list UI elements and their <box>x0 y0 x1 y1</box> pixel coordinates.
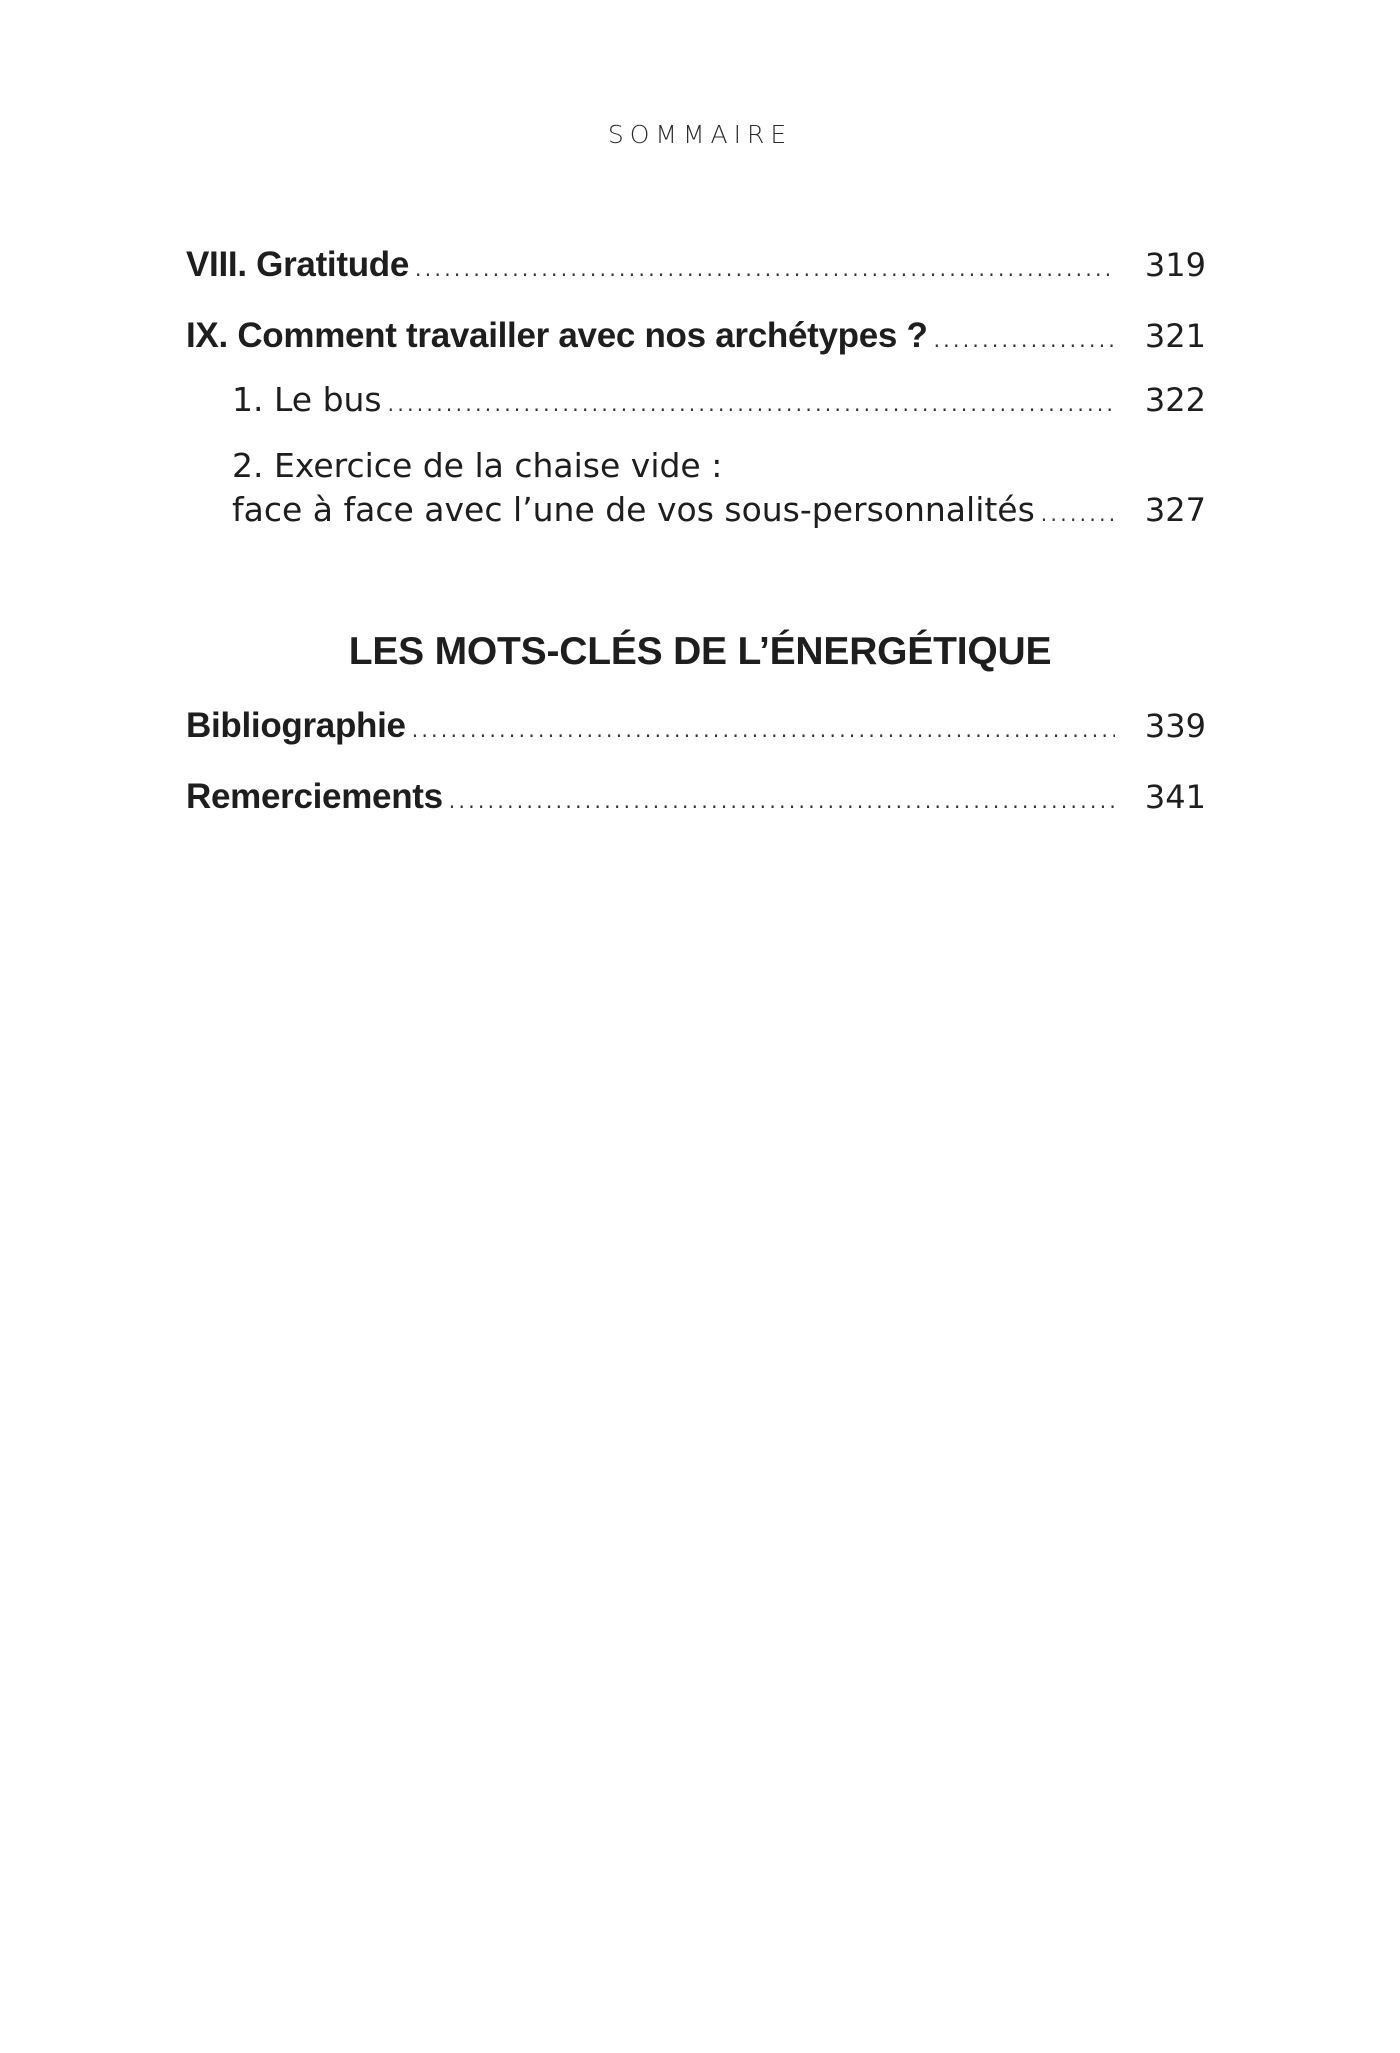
section-heading: LES MOTS-CLÉS DE L’ÉNERGÉTIQUE <box>348 630 1052 673</box>
toc-entry-archetypes <box>186 318 1206 353</box>
toc-subentry-chaise-line1: 2. Exercice de la chaise vide : <box>232 446 723 485</box>
toc-entry-title: Bibliographie <box>186 706 406 745</box>
dot-leader <box>415 259 1115 279</box>
toc-subentry-chaise-vide <box>232 490 1206 529</box>
toc-entry-bibliographie <box>186 708 1206 743</box>
toc-entry-page: 339 <box>1144 707 1206 745</box>
toc-entry-page: 321 <box>1144 317 1206 355</box>
toc-entry-title: IX. Comment travailler avec nos archétypes ? <box>186 316 928 355</box>
toc-entry-page: 319 <box>1144 246 1206 284</box>
toc-entry-remerciements <box>186 779 1206 814</box>
dot-leader <box>449 791 1115 811</box>
toc-entry-gratitude <box>186 247 1206 282</box>
dot-leader <box>1041 504 1115 524</box>
toc-entry-title: 1. Le bus <box>232 380 382 419</box>
toc-entry-title: face à face avec l’une de vos sous-personnalités <box>232 490 1035 529</box>
dot-leader <box>388 394 1115 414</box>
running-head: SOMMAIRE <box>607 120 793 149</box>
toc-entry-page: 322 <box>1144 381 1206 419</box>
toc-subentry-bus <box>232 380 1206 419</box>
dot-leader <box>412 720 1115 740</box>
toc-entry-page: 341 <box>1144 778 1206 816</box>
toc-entry-page: 327 <box>1144 491 1206 529</box>
toc-entry-title: Remerciements <box>186 777 443 816</box>
dot-leader <box>934 330 1115 350</box>
toc-entry-title: VIII. Gratitude <box>186 245 410 284</box>
